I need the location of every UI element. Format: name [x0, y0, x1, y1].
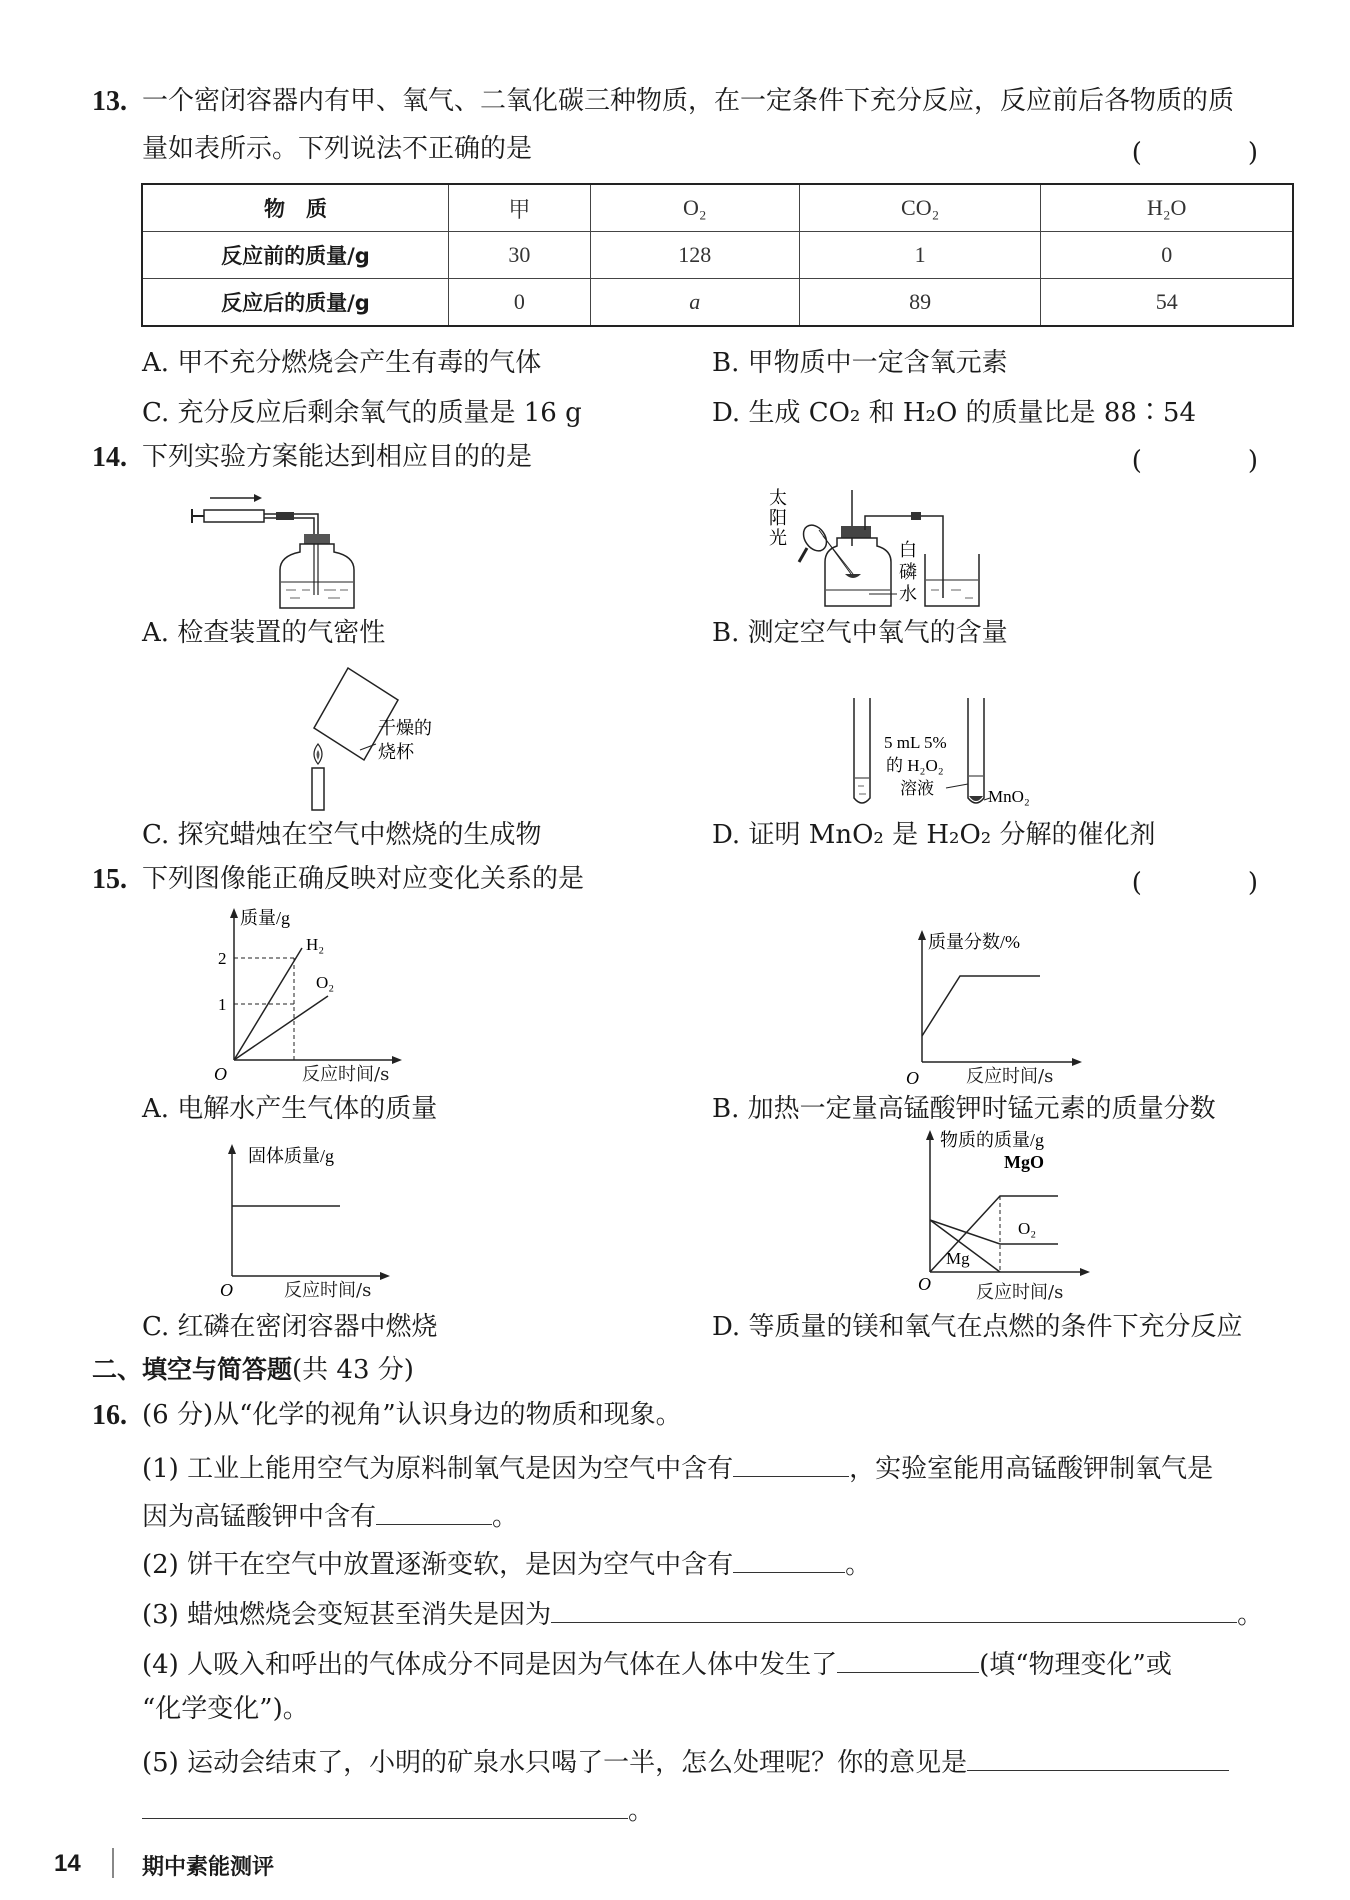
option-b: B. 甲物质中一定含氧元素 [712, 348, 1008, 378]
question-stem: 下列实验方案能达到相应目的的是 [142, 442, 533, 472]
option-c: C. 探究蜡烛在空气中燃烧的生成物 [142, 820, 542, 850]
figure-label: 5 mL 5% [884, 733, 947, 752]
origin-label: O [906, 1068, 919, 1086]
question-number: 13. [92, 86, 127, 117]
subquestion-text: 。 [845, 1550, 872, 1580]
answer-blank[interactable] [967, 1742, 1229, 1771]
option-a: A. 电解水产生气体的质量 [142, 1094, 438, 1124]
figure-label: 阳 [769, 508, 787, 528]
option-c: C. 红磷在密闭容器中燃烧 [142, 1312, 438, 1342]
candle-beaker-figure [290, 664, 470, 814]
footer-divider [112, 1848, 114, 1878]
answer-blank[interactable] [733, 1448, 849, 1477]
figure-label: 白 [899, 540, 917, 560]
section-title: 二、填空与简答题 [92, 1355, 293, 1384]
origin-label: O [918, 1274, 931, 1294]
test-tubes-figure [850, 696, 1050, 816]
series-line-o2 [930, 1220, 1058, 1244]
subquestion-3 [142, 1594, 1263, 1632]
mass-table [141, 183, 1294, 327]
answer-paren: ( ) [1131, 868, 1298, 898]
subquestion-5-cont [142, 1790, 654, 1828]
figure-label: 光 [769, 528, 787, 548]
series-label: O₂ [316, 973, 335, 992]
table-cell: 1 [799, 232, 1040, 279]
answer-paren: ( ) [1131, 446, 1298, 476]
subquestion-text: (1) 工业上能用空气为原料制氧气是因为空气中含有 [142, 1454, 734, 1484]
oxygen-content-apparatus-figure [765, 486, 985, 610]
option-b: B. 加热一定量高锰酸钾时锰元素的质量分数 [712, 1094, 1216, 1124]
section-heading [92, 1350, 414, 1387]
table-header-cell: 甲 [449, 184, 591, 232]
table-header-cell: 物 质 [142, 184, 449, 232]
subquestion-4-cont: “化学变化”)。 [142, 1694, 309, 1724]
apparatus-airtightness-figure [190, 490, 380, 610]
x-axis-label: 反应时间/s [966, 1066, 1054, 1087]
series-label: MgO [1004, 1152, 1044, 1172]
figure-label: 烧杯 [378, 742, 414, 762]
subquestion-2 [142, 1544, 871, 1582]
option-d: D. 证明 MnO₂ 是 H₂O₂ 分解的催化剂 [712, 820, 1156, 850]
table-cell: 30 [449, 232, 591, 279]
figure-label: MnO₂ [988, 787, 1030, 806]
footer-title: 期中素能测评 [142, 1855, 275, 1880]
page-number: 14 [54, 1850, 81, 1877]
question-stem: 一个密闭容器内有甲、氧气、二氧化碳三种物质，在一定条件下充分反应，反应前后各物质的质 [142, 86, 1235, 116]
figure-label: 磷 [899, 562, 917, 582]
subquestion-text: ，实验室能用高锰酸钾制氧气是 [849, 1454, 1214, 1484]
table-cell: 54 [1041, 279, 1293, 327]
y-axis-label: 质量分数/% [928, 932, 1020, 952]
table-row [142, 279, 1293, 327]
option-d: D. 等质量的镁和氧气在点燃的条件下充分反应 [712, 1312, 1243, 1342]
answer-blank[interactable] [551, 1594, 1237, 1623]
question-number: 14. [92, 442, 127, 473]
chart-electrolysis [200, 904, 420, 1084]
table-row [142, 232, 1293, 279]
figure-label: 太 [769, 488, 787, 508]
question-stem: 下列图像能正确反映对应变化关系的是 [142, 864, 585, 894]
origin-label: O [214, 1064, 227, 1084]
table-header-row [142, 184, 1293, 232]
table-header-cell: O₂ [590, 184, 799, 232]
table-cell: 128 [590, 232, 799, 279]
subquestion-text: 因为高锰酸钾中含有 [142, 1502, 377, 1532]
subquestion-text: 。 [1237, 1600, 1264, 1630]
y-tick-label: 2 [218, 949, 227, 968]
figure-label: 溶液 [900, 779, 934, 798]
option-c: C. 充分反应后剩余氧气的质量是 16 g [142, 398, 582, 428]
subquestion-1-cont [142, 1496, 518, 1534]
question-stem: (6 分)从“化学的视角”认识身边的物质和现象。 [142, 1400, 682, 1430]
figure-label: 的 H₂O₂ [886, 756, 944, 775]
option-a: A. 检查装置的气密性 [142, 618, 386, 648]
option-a: A. 甲不充分燃烧会产生有毒的气体 [142, 348, 542, 378]
table-cell: 0 [1041, 232, 1293, 279]
x-axis-label: 反应时间/s [976, 1282, 1064, 1303]
table-header-cell: CO₂ [799, 184, 1040, 232]
subquestion-text: 。 [628, 1796, 655, 1826]
x-axis-label: 反应时间/s [284, 1280, 372, 1301]
origin-label: O [220, 1280, 233, 1298]
question-stem: 量如表所示。下列说法不正确的是 [142, 134, 533, 164]
table-cell: 0 [449, 279, 591, 327]
y-axis-label: 质量/g [240, 908, 291, 928]
table-cell: a [590, 279, 799, 327]
subquestion-text: (3) 蜡烛燃烧会变短甚至消失是因为 [142, 1600, 552, 1630]
option-b: B. 测定空气中氧气的含量 [712, 618, 1008, 648]
series-label: H₂ [306, 935, 325, 954]
table-header-cell: H₂O [1041, 184, 1293, 232]
series-label: O₂ [1018, 1219, 1037, 1238]
figure-label: 干燥的 [378, 718, 432, 738]
question-number: 16. [92, 1400, 127, 1431]
question-number: 15. [92, 864, 127, 895]
chart-mg-o2-reaction [908, 1124, 1108, 1294]
table-cell: 89 [799, 279, 1040, 327]
chart-solid-mass [214, 1138, 414, 1298]
table-cell: 反应后的质量/g [142, 279, 449, 327]
option-d: D. 生成 CO₂ 和 H₂O 的质量比是 88∶54 [712, 398, 1196, 428]
subquestion-text: (填“物理变化”或 [979, 1650, 1172, 1680]
answer-paren: ( ) [1131, 138, 1298, 168]
answer-blank[interactable] [837, 1644, 979, 1673]
subquestion-5 [142, 1742, 1229, 1780]
y-axis-label: 物质的质量/g [940, 1130, 1045, 1150]
subquestion-4 [142, 1644, 1172, 1682]
subquestion-text: (5) 运动会结束了，小明的矿泉水只喝了一半，怎么处理呢？你的意见是 [142, 1748, 968, 1778]
subquestion-text: (2) 饼干在空气中放置逐渐变软，是因为空气中含有 [142, 1550, 734, 1580]
table-cell: 反应前的质量/g [142, 232, 449, 279]
figure-label: 水 [899, 584, 917, 604]
y-tick-label: 1 [218, 995, 227, 1014]
subquestion-1 [142, 1448, 1213, 1486]
answer-blank[interactable] [142, 1790, 628, 1819]
answer-blank[interactable] [733, 1544, 845, 1573]
subquestion-text: 。 [492, 1502, 519, 1532]
y-axis-label: 固体质量/g [248, 1146, 335, 1166]
answer-blank[interactable] [376, 1496, 492, 1525]
x-axis-label: 反应时间/s [302, 1064, 390, 1085]
series-line-o2 [234, 996, 328, 1060]
series-line [922, 976, 1040, 1036]
series-label: Mg [946, 1249, 970, 1268]
section-score: (共 43 分) [292, 1355, 414, 1385]
subquestion-text: (4) 人吸入和呼出的气体成分不同是因为气体在人体中发生了 [142, 1650, 838, 1680]
